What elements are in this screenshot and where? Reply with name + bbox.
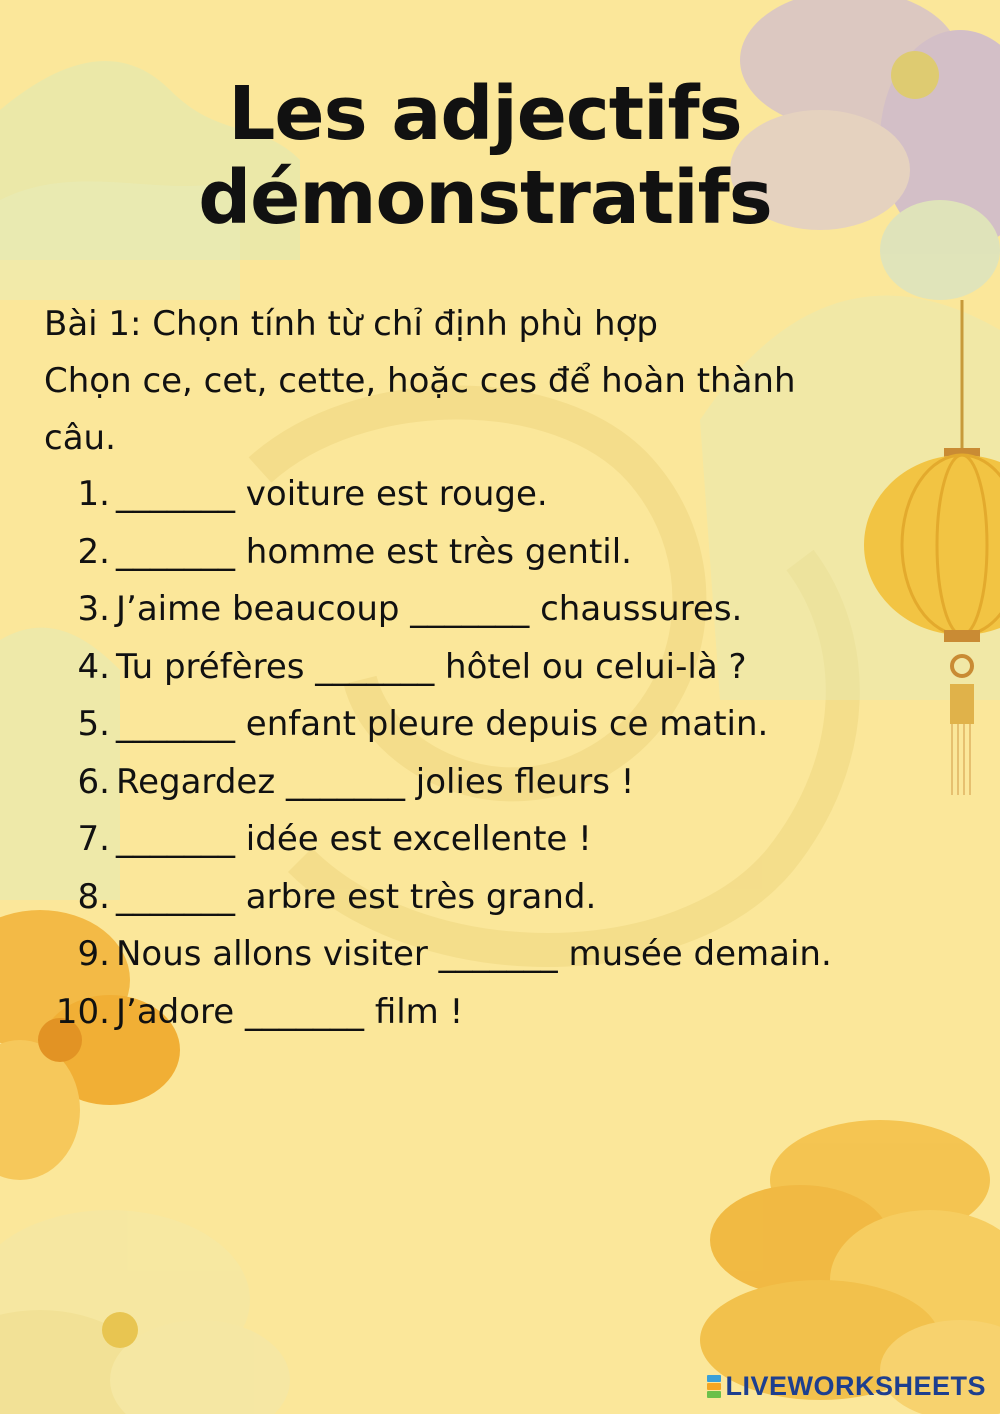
liveworksheets-logo-icon [707, 1375, 721, 1398]
item-text: J’aime beaucoup _______ chaussures. [116, 589, 743, 629]
item-text: _______ homme est très gentil. [116, 531, 632, 572]
instructions [44, 296, 974, 467]
item-number: 9. [77, 934, 110, 974]
item-number: 4. [77, 646, 110, 687]
item-text: Tu préfères _______ hôtel ou celui-là ? [116, 646, 747, 687]
list-item [44, 639, 944, 697]
list-item [44, 984, 944, 1042]
list-item [44, 696, 944, 754]
item-text: _______ arbre est très grand. [116, 876, 597, 917]
brand-name: LIVEWORKSHEETS [725, 1371, 986, 1401]
list-item [44, 926, 944, 984]
title-line-2: démonstratifs [198, 155, 772, 241]
item-number: 1. [77, 474, 110, 514]
instruction-line: Chọn ce, cet, cette, hoặc ces để hoàn thành [44, 361, 796, 401]
item-number: 10. [55, 991, 110, 1032]
exercise-heading: Bài 1: Chọn tính từ chỉ định phù hợp [44, 304, 658, 344]
item-text: _______ enfant pleure depuis ce matin. [116, 704, 769, 744]
list-item [44, 754, 944, 812]
page-title [0, 72, 970, 240]
title-line-1: Les adjectifs [228, 71, 742, 157]
item-text: _______ voiture est rouge. [116, 474, 548, 514]
exercise-list [44, 466, 944, 1041]
list-item [44, 811, 944, 869]
item-text: J’adore _______ film ! [116, 991, 464, 1032]
instruction-line: câu. [44, 418, 116, 458]
item-number: 6. [77, 761, 110, 802]
item-number: 3. [77, 589, 110, 629]
item-number: 7. [77, 819, 110, 859]
item-text: _______ idée est excellente ! [116, 819, 592, 859]
list-item [44, 524, 944, 582]
liveworksheets-brand[interactable] [707, 1371, 986, 1402]
list-item [44, 581, 944, 639]
list-item [44, 466, 944, 524]
item-number: 2. [77, 531, 110, 572]
item-text: Nous allons visiter _______ musée demain. [116, 934, 832, 974]
item-number: 5. [77, 704, 110, 744]
item-text: Regardez _______ jolies fleurs ! [116, 761, 635, 802]
item-number: 8. [77, 876, 110, 917]
list-item [44, 869, 944, 927]
